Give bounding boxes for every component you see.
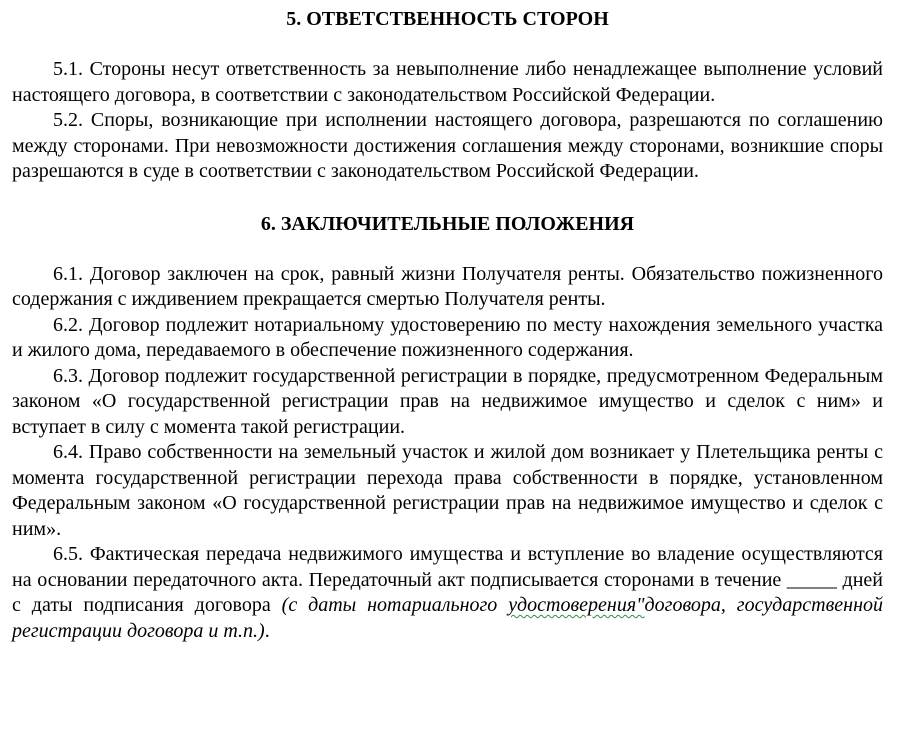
spellcheck-underlined-word: удостоверения" [508,594,645,616]
paragraph-6-3: 6.3. Договор подлежит государственной регистрации в порядке, предусмотренном Федеральным законом «О государственной регистрации прав на недвижимое имущество и сделок с ним» и вступает в силу с момента такой регистрации. [12,364,883,438]
paragraph-5-1: 5.1. Стороны несут ответственность за невыполнение либо ненадлежащее выполнение условий настоящего договора, в соответствии с законодательством Российской Федерации. [12,58,883,106]
paragraph-6-2: 6.2. Договор подлежит нотариальному удостоверению по месту нахождения земельного участка и жилого дома, передаваемого в обеспечение пожизненного содержания. [12,313,883,361]
section-5-body [12,57,883,185]
paragraph-5-2: 5.2. Споры, возникающие при исполнении настоящего договора, разрешаются по соглашению между сторонами. При невозможности достижения соглашения между сторонами, возникшие споры разрешаются в суде в соответствии с законодательством Российской Федерации. [12,109,883,182]
section-5-title: 5. ОТВЕТСТВЕННОСТЬ СТОРОН [286,8,609,30]
document-page [12,0,883,644]
paragraph-6-5 [12,542,883,644]
section-6-title: 6. ЗАКЛЮЧИТЕЛЬНЫЕ ПОЛОЖЕНИЯ [260,212,635,235]
paragraph-6-5-text: 6.5. Фактическая передача недвижимого имущества и вступление во владение осуществляются на основании передаточного акта. Передаточный акт подписывается сторонами в течение _____ дней с даты подписания договора [12,543,883,616]
paragraph-6-4: 6.4. Право собственности на земельный участок и жилой дом возникает у Плетельщика ренты с момента государственной регистрации перехода права собственности в порядке, установленном Федеральным законом «О государственной регистрации прав на недвижимое имущество и сделок с ним». [12,441,883,540]
section-6-body [12,262,883,645]
paragraph-6-1: 6.1. Договор заключен на срок, равный жизни Получателя ренты. Обязательство пожизненного содержания с иждивением прекращается смертью Получателя ренты. [12,262,883,310]
paragraph-6-5-end: . [264,619,270,642]
paragraph-6-5-italic-b: договора, государственной регистрации договора и т.п.) [12,594,883,642]
paragraph-6-5-italic-a: (с даты нотариального [281,594,509,616]
